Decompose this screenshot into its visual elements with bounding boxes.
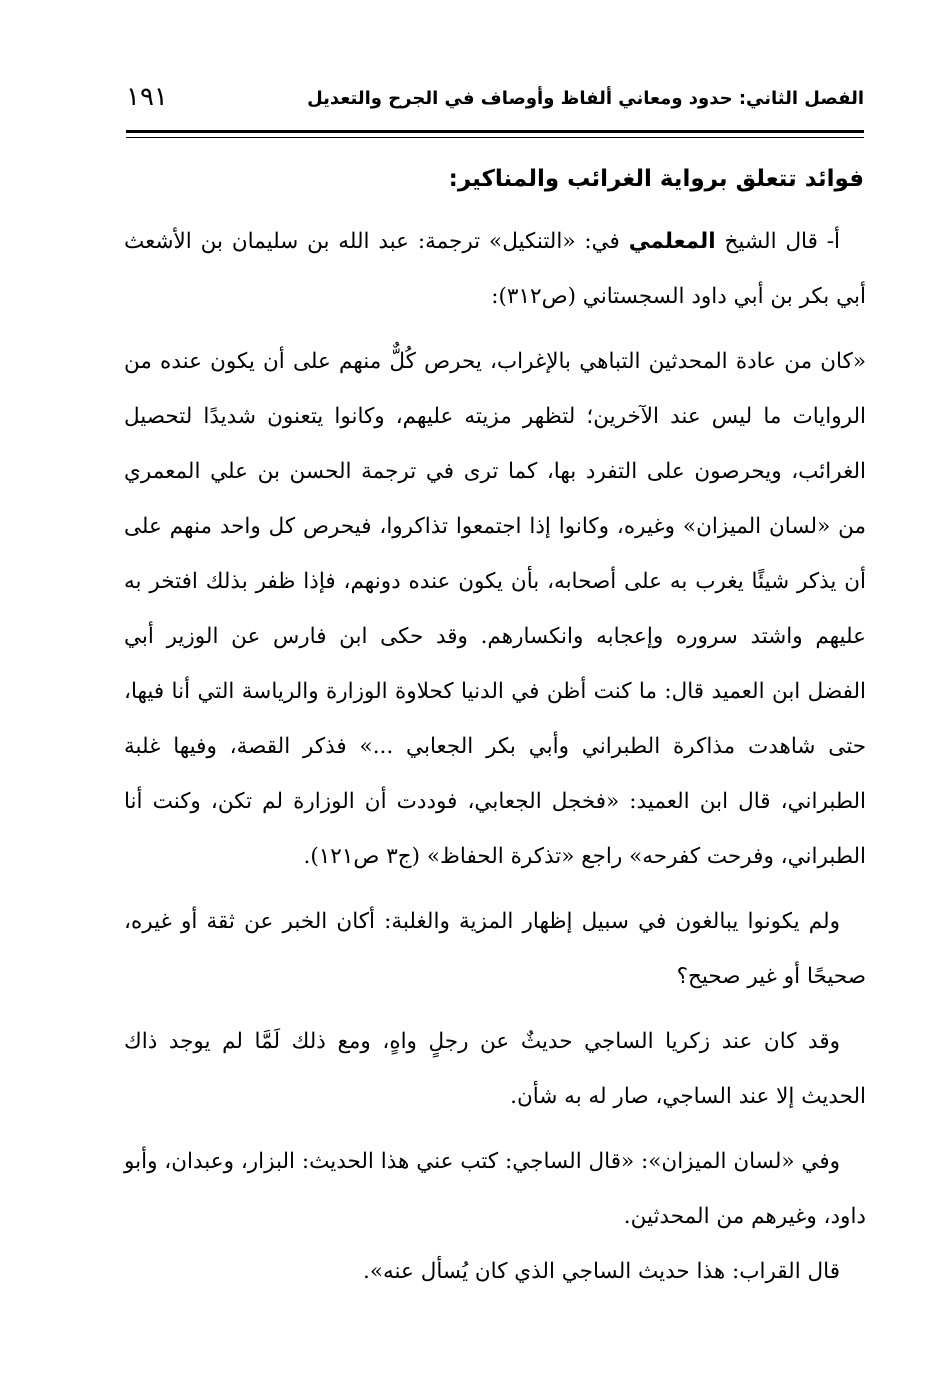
paragraph-3: وقد كان عند زكريا الساجي حديثٌ عن رجلٍ واهٍ، ومع ذلك لَمَّا لم يوجد ذاك الحديث إلا عند الساجي، صار له به شأن. bbox=[124, 1029, 866, 1109]
intro-paragraph bbox=[124, 214, 866, 324]
quote-paragraph: «كان من عادة المحدثين التباهي بالإغراب، يحرص كُلٌّ منهم على أن يكون عنده من الروايات ما ليس عند الآخرين؛ لتظهر مزيته عليهم، وكانوا يتعنون شديدًا لتحصيل الغرائب، ويحرصون على التفرد بها، كما ترى في ترجمة الحسن بن علي المعمري من «لسان الميزان» وغيره، وكانوا إذا اجتمعوا تذاكروا، فيحرص كل واحد منهم على أن يذكر شيئًا يغرب به على أصحابه، بأن يكون عنده دونهم، فإذا ظفر بذلك افتخر به عليهم واشتد سروره وإعجابه وانكسارهم. وقد حكى ابن فارس عن الوزير أبي الفضل ابن العميد قال: ما كنت أظن في الدنيا كحلاوة الوزارة والرياسة التي أنا فيها، حتى شاهدت مذاكرة الطبراني وأبي بكر الجعابي ...» فذكر القصة، وفيها غلبة الطبراني، قال ابن العميد: «فخجل الجعابي، فوددت أن الوزارة لم تكن، وكنت أنا الطبراني، وفرحت كفرحه» راجع «تذكرة الحفاظ» (ج٣ ص١٢١). bbox=[124, 349, 866, 869]
page-number: ١٩١ bbox=[126, 82, 168, 112]
author-name: المعلمي bbox=[628, 229, 716, 254]
chapter-title: الفصل الثاني: حدود ومعاني ألفاظ وأوصاف في الجرح والتعديل bbox=[307, 88, 864, 109]
intro-rest: في: «التنكيل» ترجمة: عبد الله بن سليمان بن الأشعث أبي بكر بن أبي داود السجستاني (ص٣١٢): bbox=[124, 229, 866, 309]
intro-prefix: أ- قال الشيخ bbox=[715, 229, 840, 254]
header-rule-thin bbox=[126, 137, 864, 138]
section-heading: فوائد تتعلق برواية الغرائب والمناكير: bbox=[448, 166, 864, 192]
paragraph-4: وفي «لسان الميزان»: «قال الساجي: كتب عني هذا الحديث: البزار، وعبدان، وأبو داود، وغيرهم من المحدثين. bbox=[124, 1149, 866, 1229]
running-header bbox=[126, 76, 864, 122]
body-text bbox=[124, 214, 866, 1299]
paragraph-5: قال القراب: هذا حديث الساجي الذي كان يُسأل عنه». bbox=[363, 1259, 840, 1284]
header-rule-thick bbox=[126, 130, 864, 133]
paragraph-2: ولم يكونوا يبالغون في سبيل إظهار المزية والغلبة: أكان الخبر عن ثقة أو غيره، صحيحًا أو غير صحيح؟ bbox=[124, 909, 866, 989]
